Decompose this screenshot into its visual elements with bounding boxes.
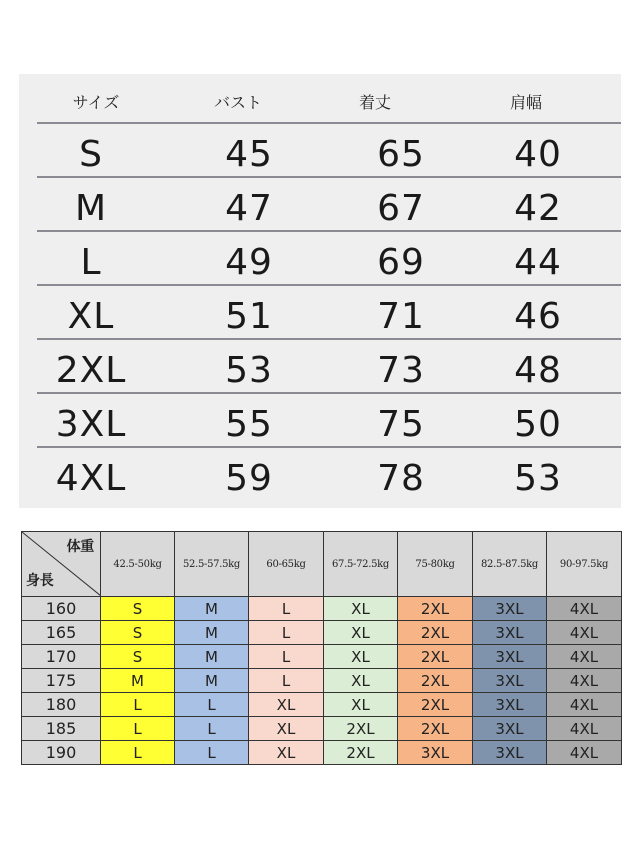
- table-row: [22, 741, 622, 765]
- size-cell: L: [101, 741, 175, 765]
- header-length: 着丈: [358, 93, 392, 112]
- size-cell: XL: [324, 693, 398, 717]
- size-cell: 3XL: [473, 621, 547, 645]
- size-cell: XL: [324, 621, 398, 645]
- size-cell: XL: [249, 717, 324, 741]
- size-cell: 4XL: [547, 741, 622, 765]
- size-cell: 4XL: [547, 693, 622, 717]
- height-cell: 190: [22, 741, 101, 765]
- size-cell: 2XL: [398, 621, 473, 645]
- size-row: [19, 230, 621, 284]
- size-cell: 3XL: [473, 717, 547, 741]
- size-cell: L: [101, 717, 175, 741]
- bust-value: 49: [225, 242, 273, 283]
- size-cell: 4XL: [547, 717, 622, 741]
- bust-value: 51: [225, 296, 273, 337]
- length-value: 73: [377, 350, 425, 391]
- shoulder-value: 50: [514, 404, 562, 445]
- length-value: 71: [377, 296, 425, 337]
- shoulder-value: 48: [514, 350, 562, 391]
- size-chart-panel: [19, 74, 621, 508]
- row-divider: [37, 230, 621, 232]
- shoulder-value: 53: [514, 458, 562, 499]
- size-cell: 2XL: [398, 717, 473, 741]
- row-divider: [37, 122, 621, 124]
- size-cell: S: [101, 645, 175, 669]
- row-divider: [37, 446, 621, 448]
- bust-value: 55: [225, 404, 273, 445]
- bust-value: 47: [225, 188, 273, 229]
- length-value: 65: [377, 134, 425, 175]
- height-cell: 170: [22, 645, 101, 669]
- size-cell: 2XL: [398, 645, 473, 669]
- size-cell: L: [175, 741, 249, 765]
- height-cell: 180: [22, 693, 101, 717]
- size-cell: L: [175, 693, 249, 717]
- height-cell: 185: [22, 717, 101, 741]
- size-value: M: [74, 188, 108, 229]
- row-divider: [37, 338, 621, 340]
- corner-cell: [22, 532, 101, 597]
- size-cell: 4XL: [547, 645, 622, 669]
- weight-range-header: 75-80kg: [398, 532, 473, 597]
- size-cell: L: [101, 693, 175, 717]
- size-cell: 4XL: [547, 597, 622, 621]
- size-cell: 3XL: [398, 741, 473, 765]
- size-row: [19, 446, 621, 500]
- size-value: L: [80, 242, 102, 283]
- size-cell: XL: [324, 669, 398, 693]
- header-shoulder: 肩幅: [509, 93, 543, 112]
- size-cell: L: [249, 597, 324, 621]
- size-row: [19, 122, 621, 176]
- table-row: [22, 693, 622, 717]
- height-label: 身長: [26, 573, 54, 589]
- weight-label: 体重: [66, 539, 94, 555]
- header-bust: バスト: [213, 93, 263, 112]
- table-row: [22, 717, 622, 741]
- bust-value: 59: [225, 458, 273, 499]
- size-cell: L: [249, 645, 324, 669]
- size-cell: 4XL: [547, 669, 622, 693]
- weight-range-header: 82.5-87.5kg: [473, 532, 547, 597]
- size-cell: S: [101, 621, 175, 645]
- size-cell: 3XL: [473, 693, 547, 717]
- weight-range-header: 90-97.5kg: [547, 532, 622, 597]
- shoulder-value: 46: [514, 296, 562, 337]
- length-value: 78: [377, 458, 425, 499]
- size-row: [19, 392, 621, 446]
- size-cell: M: [175, 621, 249, 645]
- size-cell: 2XL: [398, 597, 473, 621]
- size-cell: 2XL: [324, 717, 398, 741]
- shoulder-value: 42: [514, 188, 562, 229]
- height-cell: 175: [22, 669, 101, 693]
- fit-chart-table: [21, 531, 622, 765]
- size-cell: XL: [249, 741, 324, 765]
- fit-chart: [21, 531, 621, 771]
- size-chart-header: [19, 74, 621, 124]
- weight-range-header: 52.5-57.5kg: [175, 532, 249, 597]
- size-cell: 3XL: [473, 597, 547, 621]
- size-cell: 2XL: [324, 741, 398, 765]
- size-value: 4XL: [55, 458, 127, 499]
- size-cell: S: [101, 597, 175, 621]
- row-divider: [37, 176, 621, 178]
- size-cell: M: [175, 597, 249, 621]
- size-value: 2XL: [55, 350, 127, 391]
- height-cell: 160: [22, 597, 101, 621]
- size-cell: 3XL: [473, 669, 547, 693]
- size-cell: M: [175, 669, 249, 693]
- table-row: [22, 669, 622, 693]
- size-cell: 2XL: [398, 669, 473, 693]
- size-row: [19, 338, 621, 392]
- shoulder-value: 40: [514, 134, 562, 175]
- size-cell: XL: [324, 645, 398, 669]
- size-cell: M: [101, 669, 175, 693]
- size-cell: L: [249, 669, 324, 693]
- size-cell: L: [249, 621, 324, 645]
- size-value: 3XL: [55, 404, 127, 445]
- size-cell: 3XL: [473, 741, 547, 765]
- size-cell: L: [175, 717, 249, 741]
- size-cell: XL: [249, 693, 324, 717]
- header-size: サイズ: [72, 93, 120, 112]
- table-row: [22, 621, 622, 645]
- weight-range-header: 42.5-50kg: [101, 532, 175, 597]
- length-value: 67: [377, 188, 425, 229]
- table-row: [22, 597, 622, 621]
- height-cell: 165: [22, 621, 101, 645]
- shoulder-value: 44: [514, 242, 562, 283]
- size-cell: 2XL: [398, 693, 473, 717]
- length-value: 75: [377, 404, 425, 445]
- size-row: [19, 176, 621, 230]
- size-cell: 3XL: [473, 645, 547, 669]
- size-value: XL: [67, 296, 115, 337]
- size-row: [19, 284, 621, 338]
- size-cell: XL: [324, 597, 398, 621]
- row-divider: [37, 284, 621, 286]
- size-cell: 4XL: [547, 621, 622, 645]
- weight-range-header: 67.5-72.5kg: [324, 532, 398, 597]
- length-value: 69: [377, 242, 425, 283]
- size-value: S: [79, 134, 103, 175]
- bust-value: 45: [225, 134, 273, 175]
- table-row: [22, 645, 622, 669]
- bust-value: 53: [225, 350, 273, 391]
- row-divider: [37, 392, 621, 394]
- weight-range-header: 60-65kg: [249, 532, 324, 597]
- size-cell: M: [175, 645, 249, 669]
